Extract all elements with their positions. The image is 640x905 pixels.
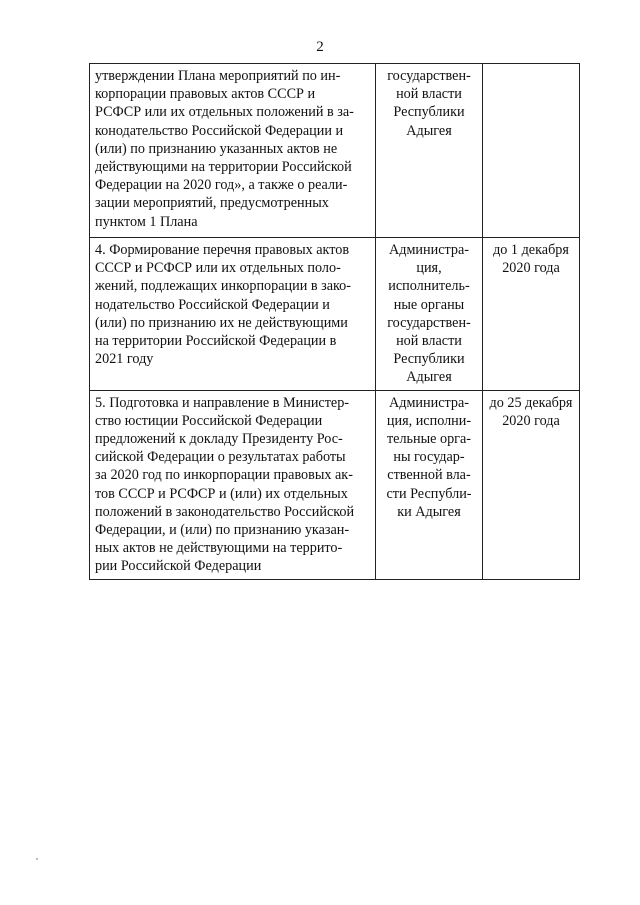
plan-table <box>89 63 580 580</box>
description-line: ство юстиции Российской Федерации <box>95 412 323 429</box>
responsible-line: ки Адыгея <box>397 503 461 520</box>
description-line: сийской Федерации о результатах работы <box>95 449 346 466</box>
responsible-cell <box>376 64 483 238</box>
description-line: ных актов не действующими на террито- <box>95 540 343 557</box>
description-line: тов СССР и РСФСР и (или) их отдельных <box>95 485 348 502</box>
responsible-line: государствен- <box>387 68 471 84</box>
description-line: предложений к докладу Президенту Рос- <box>95 431 343 448</box>
page-number: 2 <box>316 39 324 55</box>
responsible-line: ной власти <box>396 333 462 350</box>
deadline-cell <box>483 390 580 579</box>
table-row <box>90 390 580 579</box>
responsible-line: тельные орга- <box>386 431 472 448</box>
description-line: Федерации, и (или) по признанию указан- <box>95 522 350 539</box>
deadline-line: до 25 декабря <box>489 394 573 411</box>
description-line: РСФСР или их отдельных положений в за- <box>95 104 354 121</box>
deadline-line: до 1 декабря <box>493 242 569 258</box>
description-line: (или) по признанию указанных актов не <box>95 140 338 157</box>
responsible-line: ны государ- <box>393 449 465 466</box>
responsible-line: ной власти <box>396 86 462 103</box>
responsible-line: Администра- <box>388 242 469 258</box>
description-cell <box>90 64 376 238</box>
responsible-line: Республики <box>393 351 465 368</box>
scan-artifact <box>36 858 38 860</box>
description-line: (или) по признанию их не действующими <box>95 314 348 331</box>
responsible-line: ные органы <box>393 296 465 313</box>
responsible-line: Республики <box>393 104 465 121</box>
description-line: за 2020 год по инкорпорации правовых ак- <box>95 467 353 484</box>
description-line: СССР и РСФСР или их отдельных поло- <box>95 260 341 277</box>
description-line: на территории Российской Федерации в <box>95 333 337 350</box>
responsible-cell <box>376 390 483 579</box>
responsible-line: ция, <box>416 260 442 277</box>
description-line: действующими на территории Российской <box>95 159 352 176</box>
description-cell <box>90 390 376 579</box>
description-line: пунктом 1 Плана <box>95 213 198 230</box>
responsible-cell <box>376 238 483 391</box>
table-row <box>90 64 580 238</box>
responsible-line: ция, исполни- <box>386 412 472 429</box>
responsible-line: государствен- <box>387 314 471 331</box>
responsible-line: Адыгея <box>406 122 452 139</box>
deadline-line: 2020 года <box>502 260 560 277</box>
description-line: Федерации на 2020 год», а также о реали- <box>95 177 348 194</box>
description-line: конодательство Российской Федерации и <box>95 122 344 139</box>
responsible-line: исполнитель- <box>388 278 470 295</box>
description-cell <box>90 238 376 391</box>
description-line: 2021 году <box>95 351 154 368</box>
description-line: 5. Подготовка и направление в Министер- <box>95 394 350 411</box>
plan-table-body <box>90 64 580 580</box>
description-line: утверждении Плана мероприятий по ин- <box>95 68 341 84</box>
description-line: положений в законодательство Российской <box>95 503 355 520</box>
table-row <box>90 238 580 391</box>
description-line: жений, подлежащих инкорпорации в зако- <box>95 278 351 295</box>
description-line: зации мероприятий, предусмотренных <box>95 195 329 212</box>
responsible-line: сти Республи- <box>386 485 472 502</box>
description-line: рии Российской Федерации <box>95 558 262 575</box>
responsible-line: ственной вла- <box>387 467 471 484</box>
description-line: 4. Формирование перечня правовых актов <box>95 242 350 258</box>
responsible-line: Администра- <box>388 394 469 411</box>
description-line: нодательство Российской Федерации и <box>95 296 330 313</box>
deadline-cell <box>483 238 580 391</box>
description-line: корпорации правовых актов СССР и <box>95 86 316 103</box>
deadline-line: 2020 года <box>502 412 560 429</box>
deadline-cell <box>483 64 580 238</box>
responsible-line: Адыгея <box>406 369 452 386</box>
